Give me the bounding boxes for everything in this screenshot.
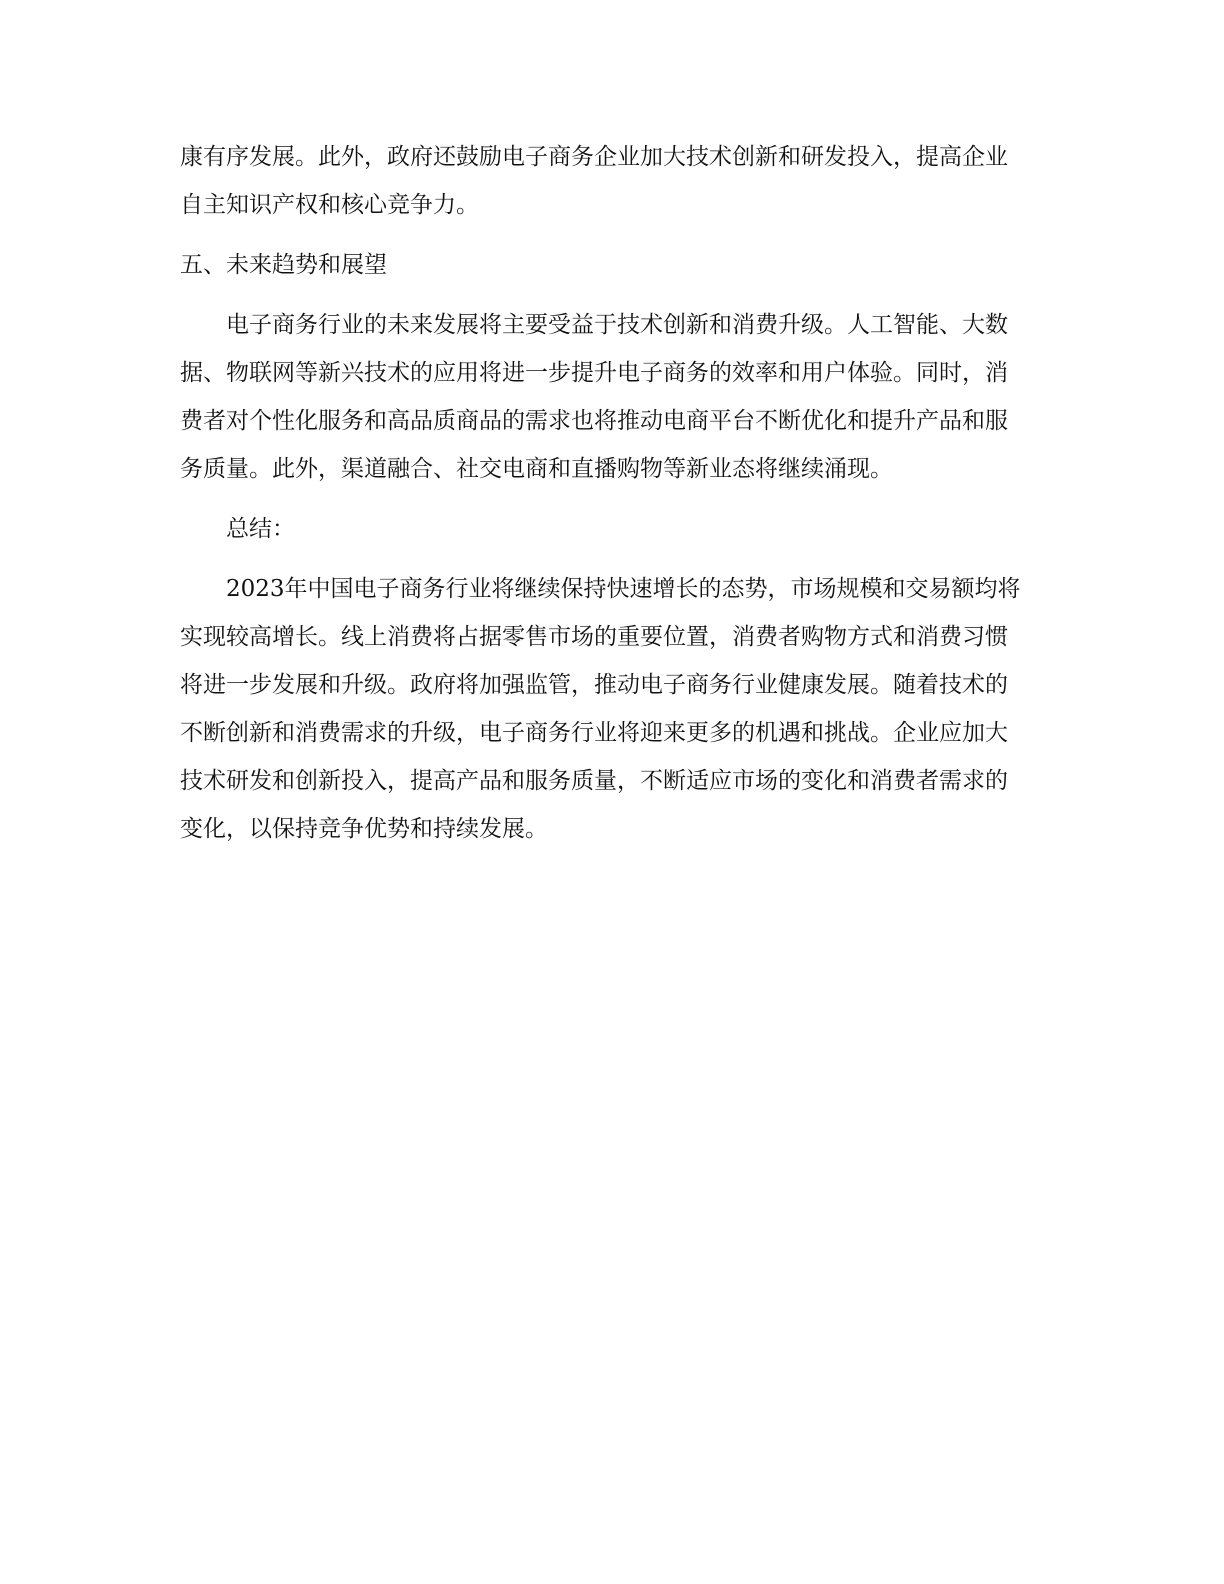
text-line: 自主知识产权和核心竞争力。 — [180, 192, 479, 218]
text-line: 实现较高增长。线上消费将占据零售市场的重要位置，消费者购物方式和消费习惯 — [180, 624, 1008, 650]
section-heading: 五、未来趋势和展望 — [180, 252, 387, 278]
text-line: 变化，以保持竞争优势和持续发展。 — [180, 816, 548, 842]
paragraph-continued — [180, 133, 1042, 229]
document-body — [180, 133, 1042, 853]
text-line: 技术研发和创新投入，提高产品和服务质量，不断适应市场的变化和消费者需求的 — [180, 768, 1008, 794]
text-line: 康有序发展。此外，政府还鼓励电子商务企业加大技术创新和研发投入，提高企业 — [180, 144, 1008, 170]
paragraph-summary — [180, 565, 1042, 853]
summary-label: 总结： — [226, 516, 295, 542]
text-line: 务质量。此外，渠道融合、社交电商和直播购物等新业态将继续涌现。 — [180, 456, 893, 482]
text-line: 据、物联网等新兴技术的应用将进一步提升电子商务的效率和用户体验。同时，消 — [180, 360, 1008, 386]
paragraph-future-trends — [180, 301, 1042, 493]
text-line: 不断创新和消费需求的升级，电子商务行业将迎来更多的机遇和挑战。企业应加大 — [180, 720, 1008, 746]
text-line: 2023年中国电子商务行业将继续保持快速增长的态势，市场规模和交易额均将 — [226, 576, 1021, 602]
text-line: 费者对个性化服务和高品质商品的需求也将推动电商平台不断优化和提升产品和服 — [180, 408, 1008, 434]
text-line: 电子商务行业的未来发展将主要受益于技术创新和消费升级。人工智能、大数 — [226, 312, 1008, 338]
text-line: 将进一步发展和升级。政府将加强监管，推动电子商务行业健康发展。随着技术的 — [180, 672, 1008, 698]
